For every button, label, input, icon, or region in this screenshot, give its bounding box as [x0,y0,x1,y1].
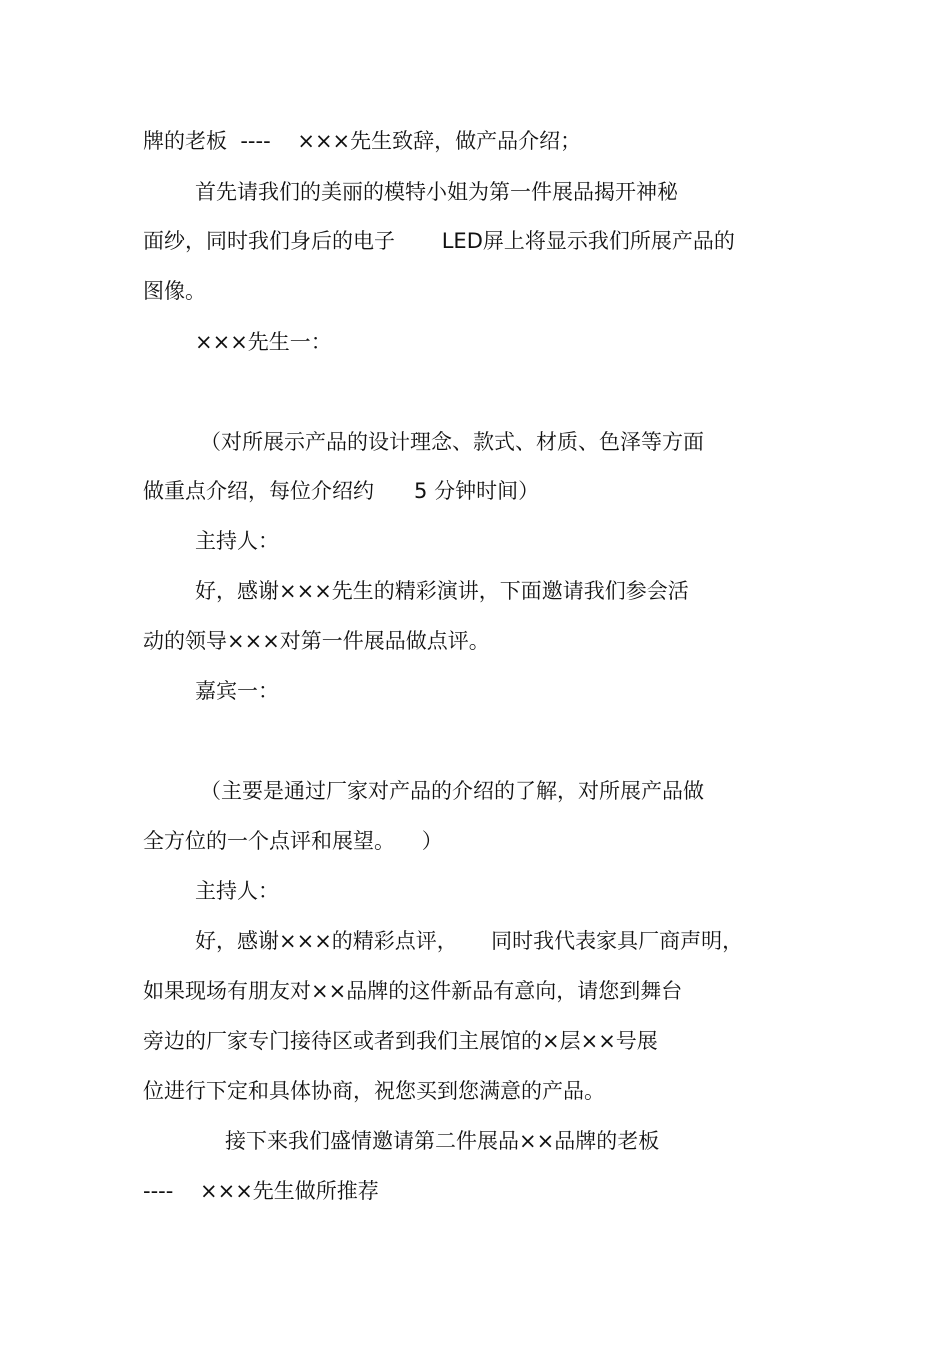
text-line: 面纱，同时我们身后的电子 LED屏上将显示我们所展产品的 [143,229,735,253]
text-line: 全方位的一个点评和展望。 ） [143,829,443,853]
text-line: 位进行下定和具体协商，祝您买到您满意的产品。 [143,1079,605,1103]
text-line: 好，感谢×××先生的精彩演讲，下面邀请我们参会活 [195,579,689,603]
text-line: 旁边的厂家专门接待区或者到我们主展馆的×层××号展 [143,1029,658,1053]
text-line: （对所展示产品的设计理念、款式、材质、色泽等方面 [200,430,704,454]
text-line: 好，感谢×××的精彩点评， 同时我代表家具厂商声明， [195,929,744,953]
text-line: 动的领导×××对第一件展品做点评。 [143,629,490,653]
text-line: （主要是通过厂家对产品的介绍的了解，对所展产品做 [200,779,704,803]
text-line: ×××先生一： [195,330,332,354]
text-line: 做重点介绍，每位介绍约 5 分钟时间） [143,479,540,503]
text-line: 主持人： [195,879,279,903]
text-line: 主持人： [195,529,279,553]
text-line: ---- ×××先生做所推荐 [143,1179,379,1203]
text-line: 图像。 [143,279,206,303]
text-line: 牌的老板 ---- ×××先生致辞，做产品介绍； [143,129,582,153]
text-line: 嘉宾一： [195,679,279,703]
text-line: 如果现场有朋友对××品牌的这件新品有意向，请您到舞台 [143,979,683,1003]
text-line: 首先请我们的美丽的模特小姐为第一件展品揭开神秘 [195,180,678,204]
text-line: 接下来我们盛情邀请第二件展品××品牌的老板 [225,1129,660,1153]
